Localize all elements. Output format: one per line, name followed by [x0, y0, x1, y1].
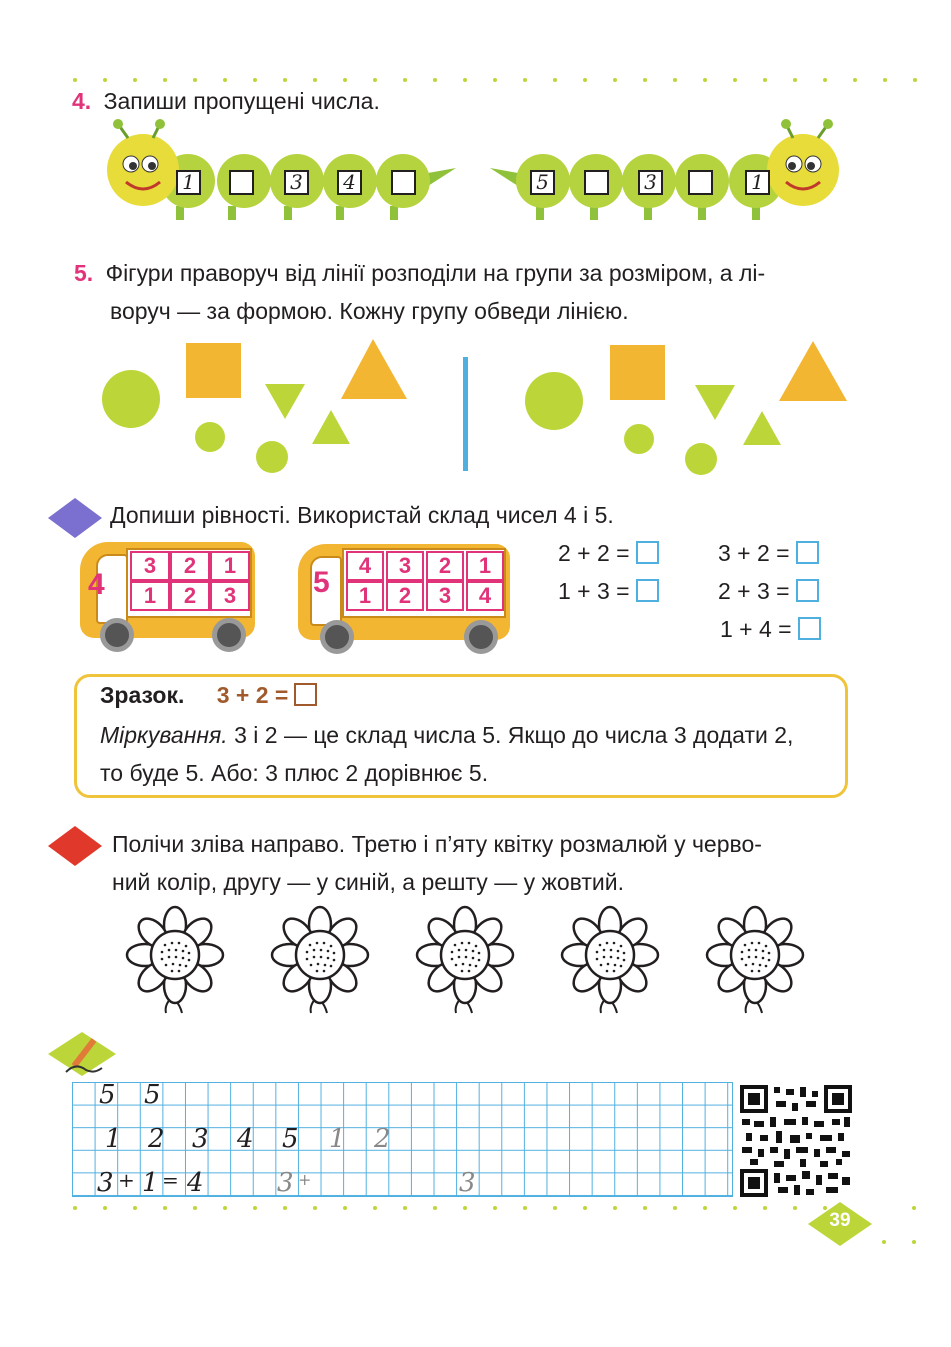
caterpillar-box[interactable]	[688, 170, 713, 195]
flowers-row	[120, 905, 820, 1015]
caterpillar-box[interactable]: 5	[530, 170, 555, 195]
written-digit: 3	[192, 1124, 209, 1154]
bus-seat: 1	[130, 581, 170, 611]
written-digit: 1	[329, 1124, 346, 1154]
sample-reason-label: Міркування.	[100, 722, 228, 748]
caterpillar-box[interactable]	[229, 170, 254, 195]
caterpillar-box[interactable]: 1	[745, 170, 770, 195]
bus-4	[80, 542, 255, 654]
sample-header	[100, 682, 317, 709]
equation	[558, 578, 659, 605]
written-digit: 1	[142, 1168, 159, 1198]
equation	[718, 578, 819, 605]
bus-seat: 1	[210, 551, 250, 581]
written-digit: 5	[282, 1124, 299, 1154]
flowers-line2: ний колір, другу — у синій, а решту — у жовтий.	[112, 869, 624, 895]
caterpillar-box[interactable]: 1	[176, 170, 201, 195]
bus-wheel	[320, 620, 354, 654]
caterpillar-box[interactable]	[584, 170, 609, 195]
bus-wheel	[464, 620, 498, 654]
bus-seat: 2	[386, 581, 424, 611]
caterpillar-box[interactable]: 3	[638, 170, 663, 195]
bus-seat: 3	[426, 581, 464, 611]
written-digit: 5	[144, 1080, 161, 1110]
task5-line2: воруч — за формою. Кожну групу обведи лінією.	[110, 298, 629, 324]
written-digit: 3	[277, 1168, 294, 1198]
answer-box[interactable]	[796, 579, 819, 602]
bus-seat: 2	[426, 551, 464, 581]
bus-seat: 3	[386, 551, 424, 581]
written-digit: 5	[99, 1080, 116, 1110]
written-sign: =	[162, 1168, 179, 1192]
bus-seat: 1	[466, 551, 504, 581]
bus-seat: 4	[466, 581, 504, 611]
bus-seat: 4	[346, 551, 384, 581]
purple-diamond-icon	[46, 496, 104, 540]
answer-box[interactable]	[636, 579, 659, 602]
flowers-task-text	[112, 825, 852, 901]
written-digit: 4	[187, 1168, 204, 1198]
equation	[718, 540, 819, 567]
bus-seat: 2	[170, 581, 210, 611]
sample-equation: 3 + 2 =	[216, 682, 289, 708]
task5-heading	[74, 254, 864, 330]
bus-wheel	[100, 618, 134, 652]
caterpillar-box[interactable]: 4	[337, 170, 362, 195]
equation-text: 2 + 3 =	[718, 578, 790, 604]
bus-wheel	[212, 618, 246, 652]
task4-text: Запиши пропущені числа.	[103, 88, 380, 114]
bus-label: 4	[88, 568, 105, 601]
equation-text: 1 + 4 =	[720, 616, 792, 642]
written-digit: 2	[374, 1124, 391, 1154]
sample-reason	[100, 716, 793, 792]
equation-text: 3 + 2 =	[718, 540, 790, 566]
written-digit: 2	[148, 1124, 165, 1154]
caterpillar-box[interactable]	[391, 170, 416, 195]
answer-box[interactable]	[798, 617, 821, 640]
flowers-line1: Полічи зліва направо. Третю і п’яту квітку розмалюй у черво-	[112, 831, 762, 857]
equation-text: 1 + 3 =	[558, 578, 630, 604]
bus-seat: 3	[210, 581, 250, 611]
page-number: 39	[829, 1210, 851, 1231]
bus-seat: 1	[346, 581, 384, 611]
sample-label: Зразок.	[100, 682, 185, 708]
red-diamond-icon	[46, 824, 104, 868]
sample-answer-box	[294, 683, 317, 706]
task5-line1: Фігури праворуч від лінії розподіли на групи за розміром, а лі-	[105, 260, 766, 286]
written-digit: 1	[105, 1124, 122, 1154]
written-digit: 3	[97, 1168, 114, 1198]
bus-5	[298, 544, 510, 656]
task5-number: 5.	[74, 260, 94, 286]
equation	[558, 540, 659, 567]
equation	[720, 616, 821, 643]
bus-label: 5	[313, 566, 330, 599]
written-digit: 4	[237, 1124, 254, 1154]
bus-seat: 3	[130, 551, 170, 581]
shapes-figure	[95, 335, 855, 480]
bus-task-text: Допиши рівності. Використай склад чисел 4 і 5.	[110, 502, 614, 528]
task4-heading	[72, 82, 380, 120]
written-digit: 3	[459, 1168, 476, 1198]
qr-code-icon[interactable]	[740, 1085, 852, 1197]
sample-reason-text: 3 і 2 — це склад числа 5. Якщо до числа 3 додати 2,	[227, 722, 794, 748]
pencil-icon	[46, 1030, 118, 1080]
answer-box[interactable]	[636, 541, 659, 564]
answer-box[interactable]	[796, 541, 819, 564]
equation-text: 2 + 2 =	[558, 540, 630, 566]
sample-reason-line2: то буде 5. Або: 3 плюс 2 дорівнює 5.	[100, 760, 489, 786]
caterpillar-box[interactable]: 3	[284, 170, 309, 195]
task4-number: 4.	[72, 88, 92, 114]
written-sign: +	[118, 1168, 135, 1192]
written-sign: +	[298, 1170, 312, 1189]
bus-seat: 2	[170, 551, 210, 581]
